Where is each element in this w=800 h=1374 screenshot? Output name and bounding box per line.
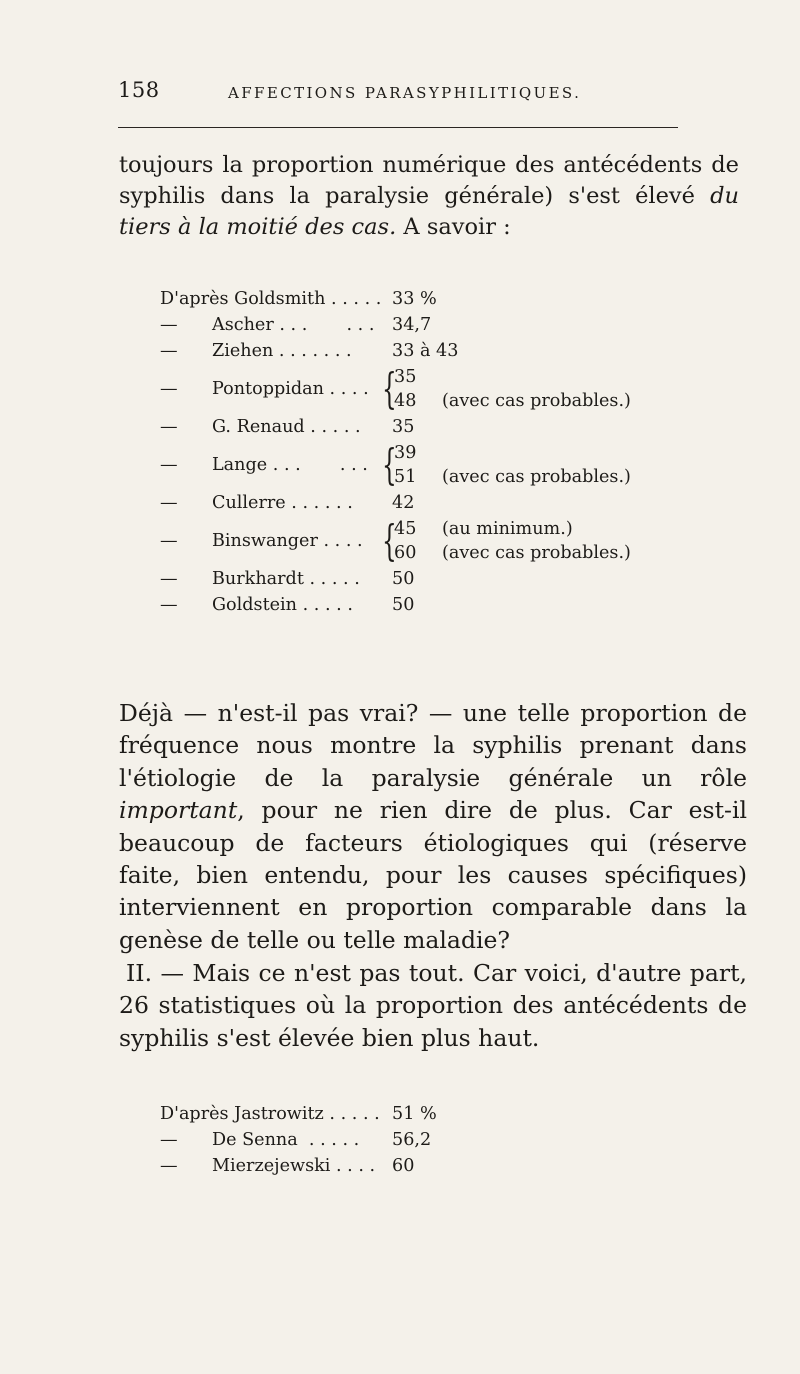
percent-value: 48 xyxy=(394,391,417,411)
list-item: — Ziehen . . . . . . . 33 à 43 xyxy=(160,341,459,361)
percent-value: 35 xyxy=(394,367,417,387)
list-item: — Burkhardt . . . . . 50 xyxy=(160,569,415,589)
ditto-dash: — xyxy=(160,595,178,615)
ditto-dash: — xyxy=(160,379,178,399)
emphasis-text: du tiers à la moitié des cas. xyxy=(119,183,739,240)
percent-value: 60 xyxy=(392,1156,415,1176)
list-lead: D'après xyxy=(160,1104,235,1124)
list-item: — Ascher . . . . . . 34,7 xyxy=(160,315,432,335)
percent-value: 51 % xyxy=(392,1104,437,1124)
percent-value: 60 xyxy=(394,543,417,563)
list-item: — Cullerre . . . . . . 42 xyxy=(160,493,415,513)
percent-value: 56,2 xyxy=(392,1130,432,1150)
percent-value: 50 xyxy=(392,569,415,589)
author-name: Binswanger xyxy=(212,531,318,551)
percent-value: 35 xyxy=(392,417,415,437)
ditto-dash: — xyxy=(160,1130,178,1150)
paragraph-discussion: Déjà — n'est-il pas vrai? — une telle proportion de fréquence nous montre la syphilis prenant dans l'étiologie de la paralysie générale un rôle important, pour ne rien dire de plus. Car est-il beaucoup de facteurs étiologiques qui (réserve faite, bien entendu, pour les causes spécifiques) interviennent en proportion comparable dans la genèse de telle ou telle maladie? xyxy=(119,699,747,954)
percent-value: 45 xyxy=(394,519,417,539)
value-note: (avec cas probables.) xyxy=(442,391,631,411)
list-item: — Goldstein . . . . . 50 xyxy=(160,595,415,615)
author-name: Mierzejewski xyxy=(212,1156,331,1176)
paragraph-statistics: II. — Mais ce n'est pas tout. Car voici, d'autre part, 26 statistiques où la proportion des antécédents de syphilis s'est élevée bien plus haut. xyxy=(119,959,747,1052)
paragraph-intro: toujours la proportion numérique des antécédents de syphilis dans la paralysie générale) s'est élevé du tiers à la moitié des cas. A savoir : xyxy=(119,152,739,240)
author-name: Pontoppidan xyxy=(212,379,324,399)
page-header xyxy=(118,78,678,108)
brace-icon: { xyxy=(382,440,397,489)
author-name: Ziehen xyxy=(212,341,274,361)
page-number: 158 xyxy=(118,78,160,102)
brace-icon: { xyxy=(382,516,397,565)
list-item: — De Senna . . . . . 56,2 xyxy=(160,1130,432,1150)
author-name: Lange xyxy=(212,455,268,475)
author-name: G. Renaud xyxy=(212,417,305,437)
author-name: Ascher xyxy=(212,315,274,335)
percent-value: 33 à 43 xyxy=(392,341,459,361)
author-name: Goldstein xyxy=(212,595,298,615)
statistics-list xyxy=(160,289,720,621)
ditto-dash: — xyxy=(160,569,178,589)
author-name: De Senna xyxy=(212,1130,298,1150)
ditto-dash: — xyxy=(160,417,178,437)
list-lead: D'après xyxy=(160,289,235,309)
list-item: — Lange . . . . . . { 39 51 (avec cas probables.) xyxy=(160,443,720,493)
percent-value: 42 xyxy=(392,493,415,513)
list-item: — Mierzejewski . . . . 60 xyxy=(160,1156,415,1176)
value-note: (avec cas probables.) xyxy=(442,543,631,563)
percent-value: 34,7 xyxy=(392,315,432,335)
list-item: — Binswanger . . . . { 45 (au minimum.) 60 (avec cas probables.) xyxy=(160,519,720,569)
brace-icon: { xyxy=(382,364,397,413)
author-name: Goldsmith xyxy=(234,289,326,309)
percent-value: 33 % xyxy=(392,289,437,309)
list-item: — G. Renaud . . . . . 35 xyxy=(160,417,415,437)
ditto-dash: — xyxy=(160,455,178,475)
value-note: (au minimum.) xyxy=(442,519,573,539)
value-note: (avec cas probables.) xyxy=(442,467,631,487)
ditto-dash: — xyxy=(160,341,178,361)
percent-value: 50 xyxy=(392,595,415,615)
list-item: — Pontoppidan . . . . { 35 48 (avec cas probables.) xyxy=(160,367,720,417)
header-rule xyxy=(118,127,678,128)
list-item: D'après Goldsmith . . . . . 33 % xyxy=(160,289,437,309)
percent-value: 39 xyxy=(394,443,417,463)
author-name: Jastrowitz xyxy=(234,1104,324,1124)
percent-value: 51 xyxy=(394,467,417,487)
list-item: D'après Jastrowitz . . . . . 51 % xyxy=(160,1104,437,1124)
ditto-dash: — xyxy=(160,531,178,551)
author-name: Burkhardt xyxy=(212,569,304,589)
ditto-dash: — xyxy=(160,315,178,335)
emphasis-text: important xyxy=(119,796,238,825)
ditto-dash: — xyxy=(160,1156,178,1176)
ditto-dash: — xyxy=(160,493,178,513)
running-title: AFFECTIONS PARASYPHILITIQUES. xyxy=(228,84,582,102)
statistics-list-second xyxy=(160,1104,720,1182)
author-name: Cullerre xyxy=(212,493,286,513)
